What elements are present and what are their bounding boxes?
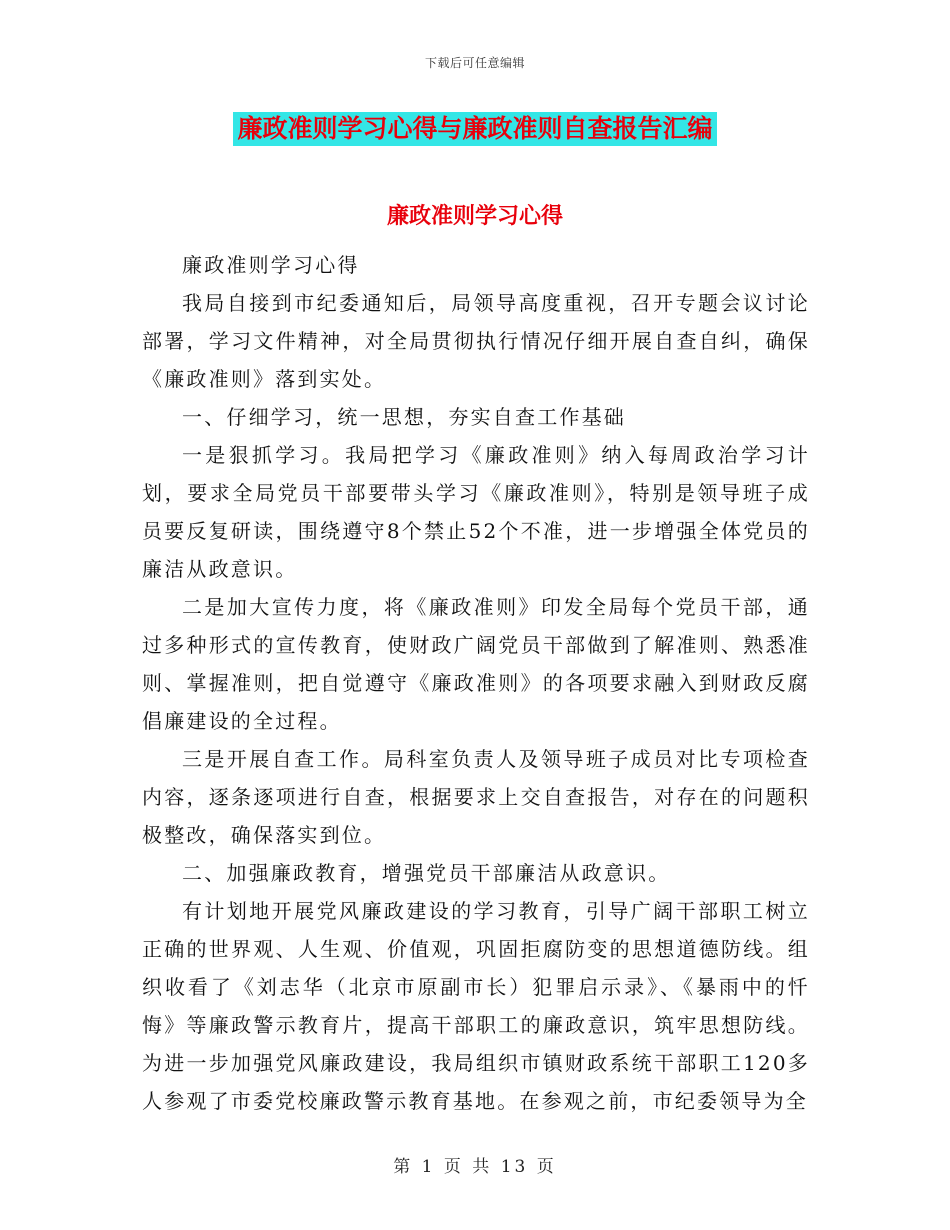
- paragraph: 二是加大宣传力度，将《廉政准则》印发全局每个党员干部，通过多种形式的宣传教育，使财政广阔党员干部做到了解准则、熟悉准则、掌握准则，把自觉遵守《廉政准则》的各项要求融入到财政反腐倡廉建设的全过程。: [142, 595, 810, 733]
- main-title-container: [0, 112, 950, 146]
- paragraph: 廉政准则学习心得: [182, 253, 360, 277]
- main-title: 廉政准则学习心得与廉政准则自查报告汇编: [233, 112, 716, 146]
- header-note: 下载后可任意编辑: [424, 56, 525, 70]
- paragraph: 一是狠抓学习。我局把学习《廉政准则》纳入每周政治学习计划，要求全局党员干部要带头学习《廉政准则》，特别是领导班子成员要反复研读，围绕遵守8个禁止52个不准，进一步增强全体党员的廉洁从政意识。: [142, 443, 810, 581]
- section-title: 廉政准则学习心得: [386, 204, 563, 229]
- paragraph: 我局自接到市纪委通知后，局领导高度重视，召开专题会议讨论部署，学习文件精神，对全局贯彻执行情况仔细开展自查自纠，确保《廉政准则》落到实处。: [142, 291, 810, 391]
- page-footer: 第 1 页 共 13 页: [393, 1157, 557, 1177]
- paragraph: 三是开展自查工作。局科室负责人及领导班子成员对比专项检查内容，逐条逐项进行自查，根据要求上交自查报告，对存在的问题积极整改，确保落实到位。: [142, 747, 810, 847]
- paragraph-heading: 二、加强廉政教育，增强党员干部廉洁从政意识。: [182, 861, 671, 885]
- paragraph-heading: 一、仔细学习，统一思想，夯实自查工作基础: [182, 405, 626, 429]
- paragraph: 有计划地开展党风廉政建设的学习教育，引导广阔干部职工树立正确的世界观、人生观、价值观，巩固拒腐防变的思想道德防线。组织收看了《刘志华（北京市原副市长）犯罪启示录》、《暴雨中的忏悔》等廉政警示教育片，提高干部职工的廉政意识，筑牢思想防线。为进一步加强党风廉政建设，我局组织市镇财政系统干部职工120多人参观了市委党校廉政警示教育基地。在参观之前，市纪委领导为全: [142, 899, 810, 1113]
- body-text: [142, 246, 810, 1120]
